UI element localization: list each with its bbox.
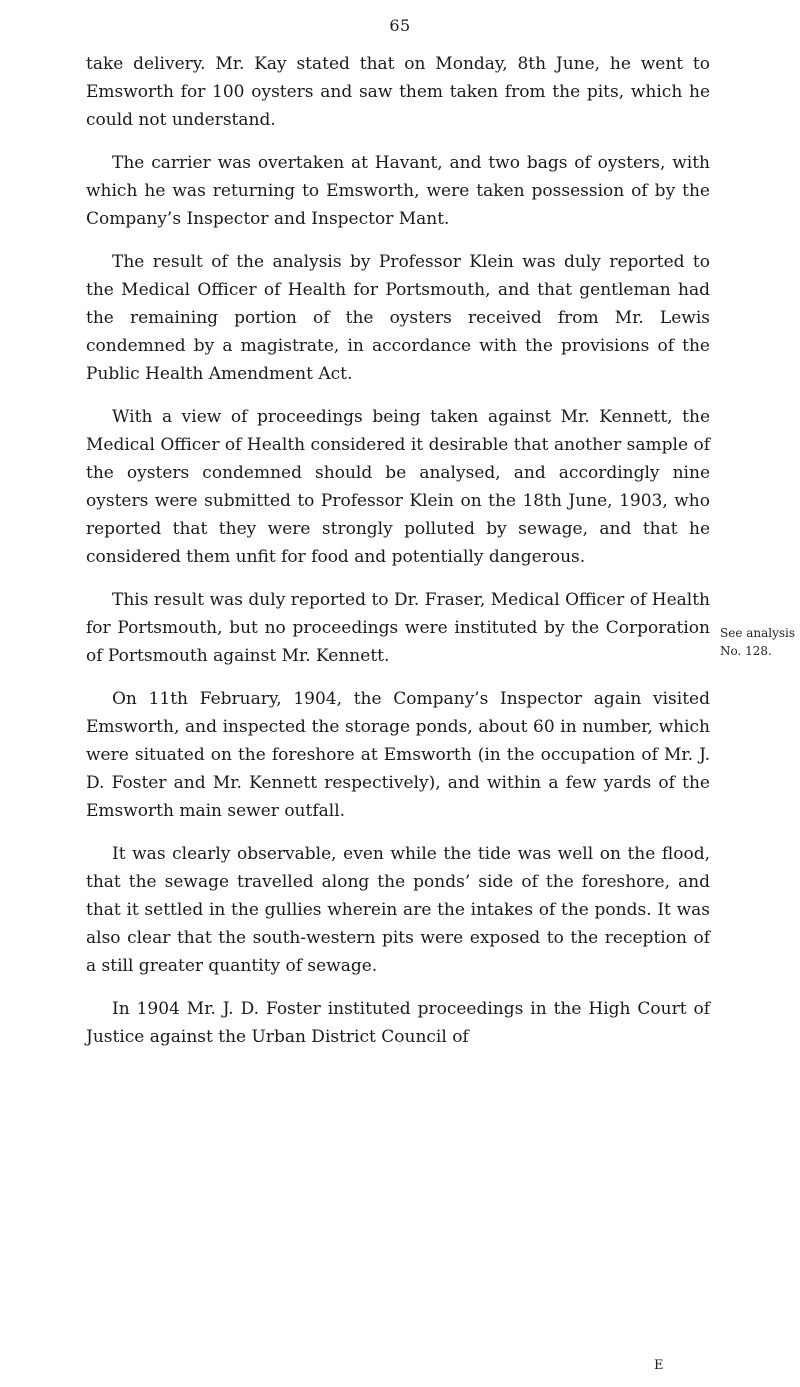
body-text — [86, 50, 710, 1066]
margin-note-line-2: No. 128. — [720, 644, 772, 658]
paragraph-sewage-observable: It was clearly observable, even while the tide was well on the flood, that the sewage travelled along the ponds’ side of the foreshore, and that it settled in the gullies wherein are the intakes of the ponds. It was also clear that the south-western pits were exposed to the reception of a still greater quantity of sewage. — [86, 844, 710, 976]
paragraph-take-delivery: take delivery. Mr. Kay stated that on Monday, 8th June, he went to Emsworth for 100 oysters and saw them taken from the pits, which he could not understand. — [86, 54, 710, 130]
margin-note-line-1: See analysis — [720, 626, 796, 640]
paragraph-proceedings-kennett: With a view of proceedings being taken against Mr. Kennett, the Medical Officer of Health considered it desirable that another sample of the oysters condemned should be analysed, and accordingly nine oysters were submitted to Professor Klein on the 18th June, 1903, who reported that they were strongly polluted by sewage, and that he considered them unfit for food and potentially dangerous. — [86, 407, 710, 567]
paragraph-carrier-overtaken: The carrier was overtaken at Havant, and two bags of oysters, with which he was returning to Emsworth, were taken possession of by the Company’s Inspector and Inspector Mant. — [86, 153, 710, 229]
margin-note — [720, 624, 796, 660]
printer-signature-mark: E — [654, 1358, 664, 1373]
paragraph-storage-ponds: On 11th February, 1904, the Company’s Inspector again visited Emsworth, and inspected the storage ponds, about 60 in number, which were situated on the foreshore at Emsworth (in the occupation of Mr. J. D. Foster and Mr. Kennett respectively), and within a few yards of the Emsworth main sewer outfall. — [86, 689, 710, 821]
paragraph-analysis-result: The result of the analysis by Professor Klein was duly reported to the Medical Officer of Health for Portsmouth, and that gentleman had the remaining portion of the oysters received from Mr. Lewis condemned by a magistrate, in accordance with the provisions of the Public Health Amendment Act. — [86, 252, 710, 384]
paragraph-foster-proceedings: In 1904 Mr. J. D. Foster instituted proceedings in the High Court of Justice against the Urban District Council of — [86, 999, 710, 1047]
paragraph-reported-fraser: This result was duly reported to Dr. Fraser, Medical Officer of Health for Portsmouth, but no proceedings were instituted by the Corporation of Portsmouth against Mr. Kennett. — [86, 590, 710, 666]
page-number: 65 — [389, 16, 411, 35]
